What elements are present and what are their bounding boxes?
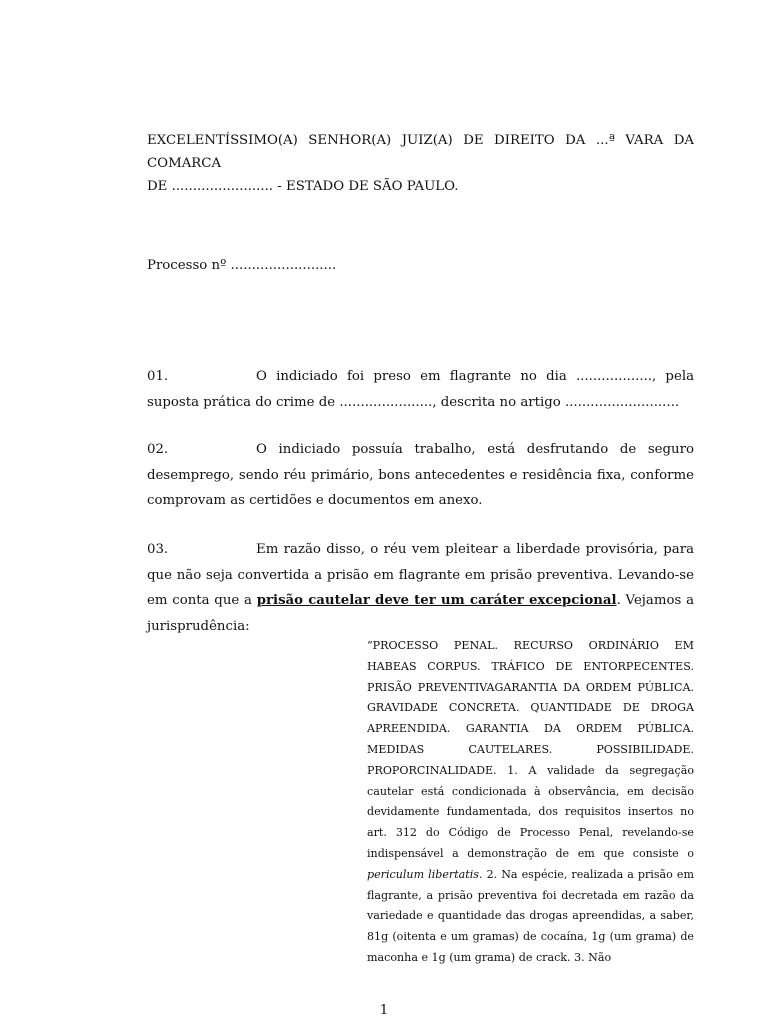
emphasized-text: prisão cautelar deve ter um caráter excepcional [256, 593, 617, 608]
paragraph-03 [147, 537, 694, 639]
quote-text: “PROCESSO PENAL. RECURSO ORDINÁRIO EM HABEAS CORPUS. TRÁFICO DE ENTORPECENTES. PRISÃO PREVENTIVAGARANTIA DA ORDEM PÚBLICA. GRAVIDADE CONCRETA. QUANTIDADE DE DROGA APREENDIDA. GARANTIA DA ORDEM PÚBLICA. MEDIDAS CAUTELARES. POSSIBILIDADE. PROPORCINALIDADE. 1. A validade da segregação cautelar está condicionada à observância, em decisão devidamente fundamentada, dos requisitos insertos no art. 312 do Código de Processo Penal, revelando-se indispensável a demonstração de em que consiste o [367, 639, 694, 860]
jurisprudence-quote [367, 636, 694, 969]
paragraph-number: 01. [147, 369, 169, 384]
page-number: 1 [379, 1003, 389, 1018]
paragraph-text: O indiciado possuía trabalho, está desfrutando de seguro desemprego, sendo réu primário, bons antecedentes e residência fixa, conforme comprovam as certidões e documentos em anexo. [147, 442, 694, 508]
paragraph-number: 02. [147, 442, 169, 457]
paragraph-number: 03. [147, 542, 169, 557]
address-line-1: EXCELENTÍSSIMO(A) SENHOR(A) JUIZ(A) DE DIREITO DA ...ª VARA DA COMARCA [147, 133, 694, 171]
paragraph-01 [147, 364, 694, 415]
paragraph-text-end: . Vejamos a jurisprudência: [147, 593, 694, 634]
paragraph-text: Em razão disso, o réu vem pleitear a liberdade provisória, para que não seja convertida a prisão em flagrante em prisão preventiva. Levando-se em conta que a [147, 542, 694, 608]
paragraph-text: O indiciado foi preso em flagrante no dia .................., pela suposta prática do crime de ......................, descrita no artigo ........................... [147, 369, 694, 410]
quote-italic-term: periculum libertatis [367, 867, 479, 881]
process-number: Processo nº ......................... [147, 258, 337, 273]
quote-text-end: . 2. Na espécie, realizada a prisão em flagrante, a prisão preventiva foi decretada em razão da variedade e quantidade das drogas apreendidas, a saber, 81g (oitenta e um gramas) de cocaína, 1g (um grama) de maconha e 1g (um grama) de crack. 3. Não [367, 867, 694, 964]
paragraph-02 [147, 437, 694, 514]
court-address [147, 129, 694, 198]
address-line-2: DE ........................ - ESTADO DE SÃO PAULO. [147, 179, 459, 194]
